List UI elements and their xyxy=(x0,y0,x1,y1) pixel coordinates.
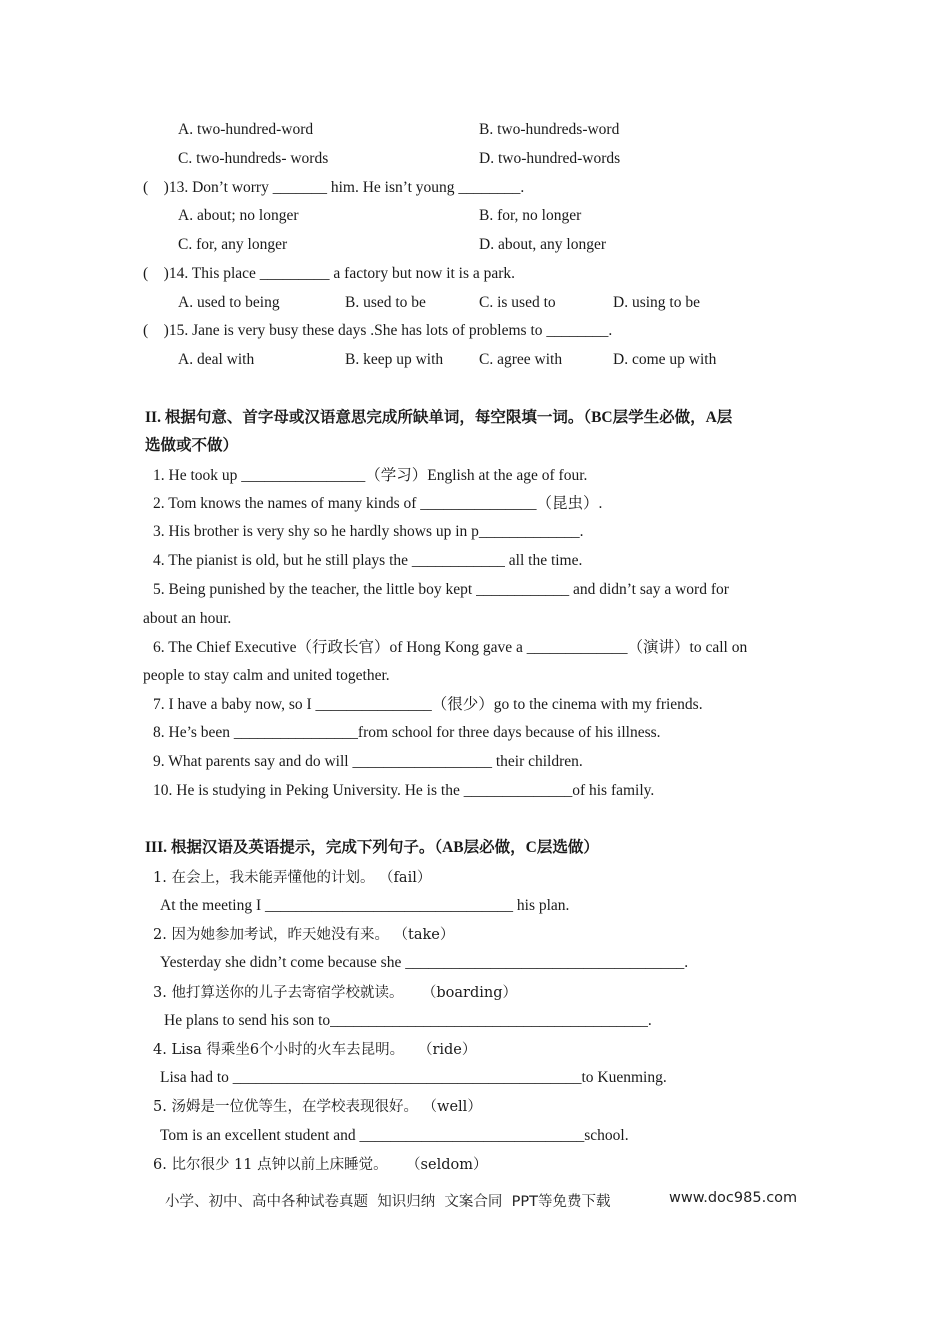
q14-option-b: B. used to be xyxy=(345,294,426,311)
s2-item-5: 5. Being punished by the teacher, the little boy kept ____________ and didn’t say a word for xyxy=(153,581,729,598)
s2-item-4: 4. The pianist is old, but he still plays the ____________ all the time. xyxy=(153,552,583,569)
s2-item-8: 8. He’s been ________________from school for three days because of his illness. xyxy=(153,724,661,741)
section2-heading-line1: II. 根据句意、首字母或汉语意思完成所缺单词，每空限填一词。（BC层学生必做，A层 xyxy=(145,409,733,426)
s2-item-9: 9. What parents say and do will __________________ their children. xyxy=(153,753,583,770)
q13-option-b: B. for, no longer xyxy=(479,207,582,224)
q12-option-c: C. two-hundreds- words xyxy=(178,150,329,167)
q15-option-b: B. keep up with xyxy=(345,351,444,368)
footer-text: 小学、初中、高中各种试卷真题 知识归纳 文案合同 PPT等免费下载 xyxy=(165,1194,611,1210)
s3-item-3-cn: 3. 他打算送你的儿子去寄宿学校就读。 （boarding） xyxy=(153,985,518,1001)
q13-option-c: C. for, any longer xyxy=(178,236,288,253)
s2-item-1: 1. He took up ________________（学习）English at the age of four. xyxy=(153,467,588,484)
q13-stem: ( )13. Don’t worry _______ him. He isn’t young ________. xyxy=(143,179,525,196)
s2-item-5-cont: about an hour. xyxy=(143,610,232,627)
q13-option-d: D. about, any longer xyxy=(479,236,606,253)
q15-option-d: D. come up with xyxy=(613,351,717,368)
s2-item-6-cont: people to stay calm and united together. xyxy=(143,667,390,684)
s2-item-2: 2. Tom knows the names of many kinds of _______________（昆虫）. xyxy=(153,495,603,512)
s2-item-3: 3. His brother is very shy so he hardly shows up in p_____________. xyxy=(153,523,584,540)
footer-url[interactable]: www.doc985.com xyxy=(669,1190,798,1206)
s3-item-6-cn: 6. 比尔很少 11 点钟以前上床睡觉。 （seldom） xyxy=(153,1157,488,1173)
q12-option-d: D. two-hundred-words xyxy=(479,150,621,167)
q14-stem: ( )14. This place _________ a factory but now it is a park. xyxy=(143,265,516,282)
s3-item-5-cn: 5. 汤姆是一位优等生，在学校表现很好。 （well） xyxy=(153,1099,482,1115)
section2-heading-line2: 选做或不做） xyxy=(145,437,239,454)
q15-option-a: A. deal with xyxy=(178,351,255,368)
q15-stem: ( )15. Jane is very busy these days .She has lots of problems to ________. xyxy=(143,322,613,339)
q14-option-c: C. is used to xyxy=(479,294,556,311)
s2-item-7: 7. I have a baby now, so I _______________（很少）go to the cinema with my friends. xyxy=(153,696,703,713)
q14-option-a: A. used to being xyxy=(178,294,280,311)
q12-option-b: B. two-hundreds-word xyxy=(479,121,620,138)
s3-item-4-cn: 4. Lisa 得乘坐6个小时的火车去昆明。 （ride） xyxy=(153,1042,477,1058)
s2-item-6: 6. The Chief Executive（行政长官）of Hong Kong gave a _____________（演讲）to call on xyxy=(153,639,748,656)
s3-item-3-en: He plans to send his son to_________________________________________. xyxy=(164,1012,652,1029)
q12-option-a: A. two-hundred-word xyxy=(178,121,314,138)
section3-heading: III. 根据汉语及英语提示，完成下列句子。（AB层必做，C层选做） xyxy=(145,839,599,856)
q14-option-d: D. using to be xyxy=(613,294,700,311)
s3-item-5-en: Tom is an excellent student and _____________________________school. xyxy=(160,1127,629,1144)
q13-option-a: A. about; no longer xyxy=(178,207,299,224)
s3-item-4-en: Lisa had to _____________________________________________to Kuenming. xyxy=(160,1069,667,1086)
q15-option-c: C. agree with xyxy=(479,351,563,368)
s3-item-2-en: Yesterday she didn’t come because she ____________________________________. xyxy=(160,954,689,971)
s3-item-2-cn: 2. 因为她参加考试，昨天她没有来。 （take） xyxy=(153,927,455,943)
s3-item-1-cn: 1. 在会上，我未能弄懂他的计划。 （fail） xyxy=(153,870,432,886)
s2-item-10: 10. He is studying in Peking University. He is the ______________of his family. xyxy=(153,782,655,799)
s3-item-1-en: At the meeting I ________________________________ his plan. xyxy=(160,897,570,914)
